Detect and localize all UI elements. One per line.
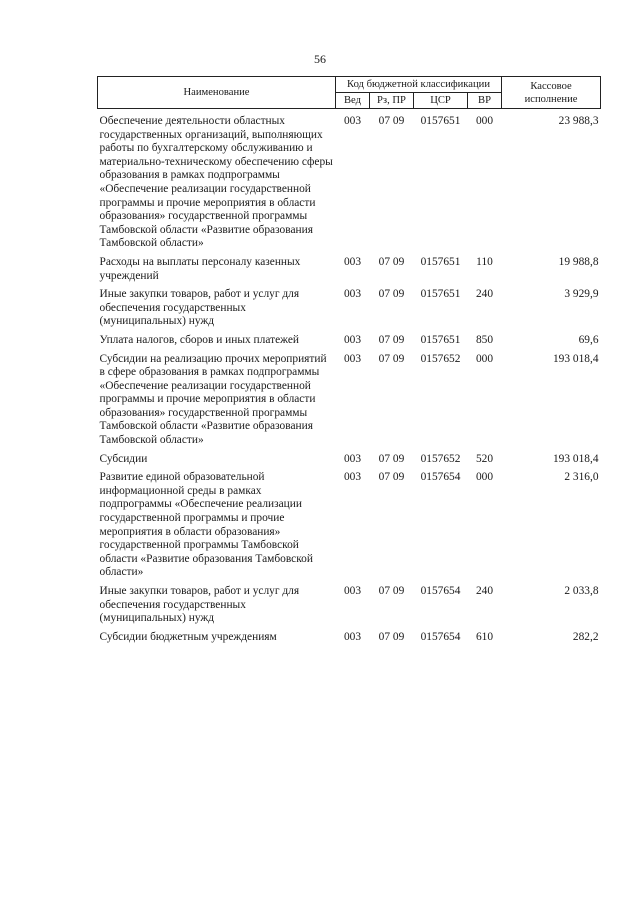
row-csr: 0157652: [420, 352, 461, 365]
header-code-group: Код бюджетной классификации: [336, 77, 502, 93]
row-csr: 0157654: [420, 585, 461, 597]
row-name: Обеспечение деятельности областных государственных организаций, выполняющих работы по бухгалтерскому обслуживанию и материально-техническому обеспечению сферы образования в рамках подпрограммы «Обеспечение реализации государственной программы и прочие мероприятия в области образования» государственной программы Тамбовской области «Развитие образования Тамбовской области»: [99, 115, 333, 250]
header-vr: ВР: [468, 93, 502, 109]
row-rz: 07 09: [378, 630, 405, 643]
row-csr: 0157654: [420, 471, 461, 484]
row-vr: 610: [475, 630, 494, 643]
row-ved: 003: [343, 630, 362, 643]
row-ved: 003: [343, 255, 362, 268]
row-vr: 000: [475, 352, 494, 365]
row-vr: 000: [475, 115, 494, 127]
table-row: [98, 256, 601, 288]
row-vr: 000: [475, 471, 494, 484]
row-amount: 3 929,9: [564, 288, 599, 301]
row-name: Расходы на выплаты персоналу казенных учреждений: [99, 255, 301, 282]
table-body: [98, 109, 601, 650]
row-vr: 240: [475, 585, 494, 597]
row-name: Уплата налогов, сборов и иных платежей: [99, 333, 299, 346]
row-name: Субсидии на реализацию прочих мероприятий в сфере образования в рамках подпрограммы «Обеспечение реализации государственной программы и прочие мероприятия в области образования» государственной программы Тамбовской области «Развитие образования Тамбовской области»: [99, 352, 327, 447]
row-vr: 520: [475, 452, 494, 465]
row-ved: 003: [343, 585, 362, 597]
row-rz: 07 09: [378, 352, 405, 365]
header-rz: Рз, ПР: [370, 93, 414, 109]
row-ved: 003: [343, 452, 362, 465]
row-vr: 110: [476, 255, 493, 268]
row-rz: 07 09: [378, 452, 405, 465]
budget-execution-table: [97, 76, 601, 649]
header-name: Наименование: [98, 77, 336, 109]
row-ved: 003: [343, 333, 362, 346]
row-ved: 003: [343, 352, 362, 365]
row-rz: 07 09: [378, 585, 405, 597]
row-rz: 07 09: [378, 288, 405, 301]
table-row: [98, 288, 601, 334]
row-name: Субсидии бюджетным учреждениям: [99, 630, 277, 643]
table-row: [98, 471, 601, 585]
row-ved: 003: [343, 288, 362, 301]
row-name: Иные закупки товаров, работ и услуг для обеспечения государственных (муниципальных) нужд: [99, 288, 300, 328]
row-ved: 003: [343, 471, 362, 484]
row-csr: 0157651: [420, 333, 461, 346]
row-amount: 193 018,4: [552, 352, 599, 365]
row-amount: 23 988,3: [558, 115, 599, 127]
row-amount: 193 018,4: [552, 452, 599, 465]
row-rz: 07 09: [378, 115, 405, 127]
table-row: [98, 334, 601, 353]
header-csr: ЦСР: [414, 93, 468, 109]
row-vr: 850: [475, 333, 494, 346]
row-amount: 69,6: [578, 333, 599, 346]
row-amount: 19 988,8: [558, 255, 599, 268]
header-ved: Вед: [336, 93, 370, 109]
row-amount: 2 033,8: [564, 585, 599, 597]
row-name: Субсидии: [99, 452, 148, 465]
row-csr: 0157651: [420, 115, 461, 127]
table-row: [98, 585, 601, 631]
row-amount: 2 316,0: [564, 471, 599, 484]
page-number: 56: [314, 52, 326, 66]
header-amount: Кассовое исполнение: [502, 77, 601, 109]
row-amount: 282,2: [572, 630, 599, 643]
table-header: [98, 77, 601, 109]
table-row: [98, 115, 601, 256]
row-vr: 240: [475, 288, 494, 301]
row-csr: 0157654: [420, 630, 461, 643]
row-ved: 003: [343, 115, 362, 127]
row-rz: 07 09: [378, 471, 405, 484]
table-row: [98, 453, 601, 472]
row-name: Развитие единой образовательной информационной среды в рамках подпрограммы «Обеспечение реализации государственной программы и прочие мероприятия в области образования» государственной программы Тамбовской области «Развитие образования Тамбовской области»: [99, 471, 313, 579]
row-name: Иные закупки товаров, работ и услуг для обеспечения государственных (муниципальных) нужд: [99, 585, 300, 625]
row-csr: 0157651: [420, 288, 461, 301]
row-rz: 07 09: [378, 333, 405, 346]
row-rz: 07 09: [378, 255, 405, 268]
row-csr: 0157651: [420, 255, 461, 268]
table-row: [98, 353, 601, 453]
table-row: [98, 631, 601, 650]
row-csr: 0157652: [420, 452, 461, 465]
